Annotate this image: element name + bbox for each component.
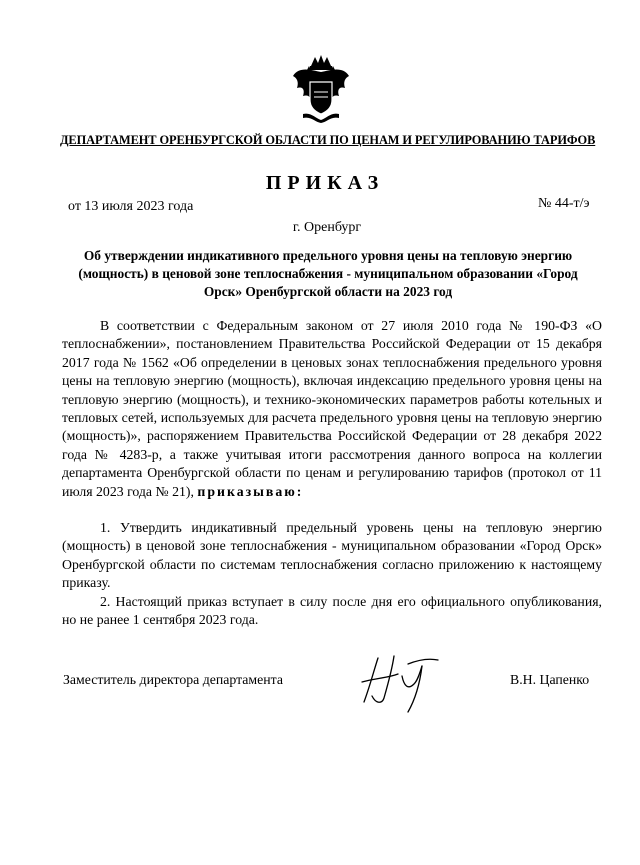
- department-name: ДЕПАРТАМЕНТ ОРЕНБУРГСКОЙ ОБЛАСТИ ПО ЦЕНАМ И РЕГУЛИРОВАНИЮ ТАРИФОВ: [60, 133, 596, 147]
- document-title: ПРИКАЗ: [265, 172, 385, 194]
- order-city: г. Оренбург: [292, 220, 362, 235]
- preamble-paragraph: [62, 317, 602, 501]
- signatory-name: В.Н. Цапенко: [510, 672, 590, 687]
- handwritten-signature-icon: [358, 652, 440, 714]
- order-items: [62, 519, 602, 629]
- decree-word: приказываю:: [197, 483, 304, 499]
- order-number: № 44-т/э: [538, 196, 590, 211]
- preamble-text: В соответствии с Федеральным законом от 27 июля 2010 года № 190-ФЗ «О теплоснабжении», постановлением Правительства Российской Федерации от 15 декабря 2017 года № 1562 «Об определении в ценовых зонах теплоснабжения предельного уровня цены на тепловую энергию (мощность), включая индексацию предельного уровня цены на тепловую энергию (мощность), и технико-экономических параметров работы котельных и тепловых сетей, используемых для расчета предельного уровня цены на тепловую энергию (мощность)», распоряжением Правительства Российской Федерации от 28 декабря 2022 года № 4283-р, а также учитывая итоги рассмотрения данного вопроса на коллегии департамента Оренбургской области по ценам и регулированию тарифов (протокол от 11 июля 2023 года № 21),: [62, 318, 602, 499]
- order-date: от 13 июля 2023 года: [68, 199, 194, 214]
- order-subject: Об утверждении индикативного предельного уровня цены на тепловую энергию (мощность) в ценовой зоне теплоснабжения - муниципальном образовании «Город Орск» Оренбургской области на 2023 год: [78, 248, 578, 299]
- oblast-coat-of-arms-icon: [289, 52, 353, 124]
- order-item-1: 1. Утвердить индикативный предельный уровень цены на тепловую энергию (мощность) в ценовой зоне теплоснабжения - муниципальном образовании «Город Орск» Оренбургской области по системам теплоснабжения согласно приложению к настоящему приказу.: [62, 520, 602, 591]
- signatory-role: Заместитель директора департамента: [63, 672, 283, 687]
- order-item-2: 2. Настоящий приказ вступает в силу после дня его официального опубликования, но не ранее 1 сентября 2023 года.: [62, 593, 602, 628]
